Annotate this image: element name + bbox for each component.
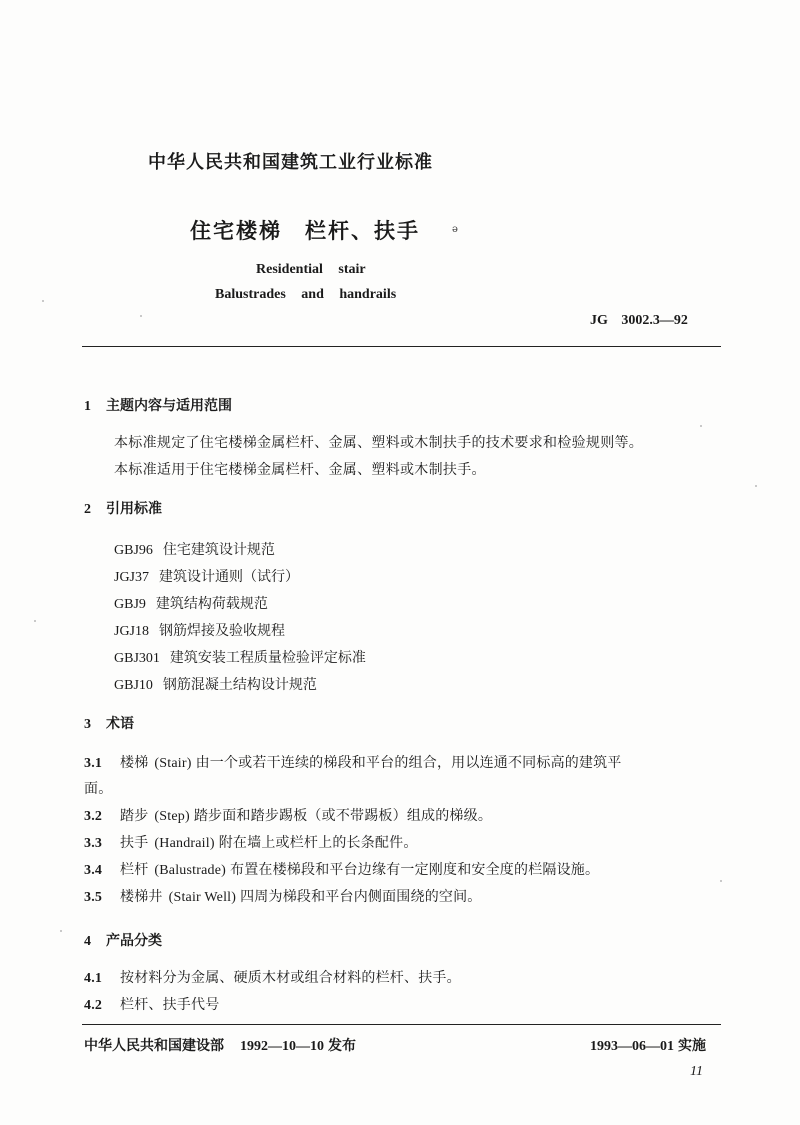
scan-speck [755, 485, 757, 487]
section-number: 1 [84, 399, 91, 414]
term-name: 楼梯 [120, 755, 149, 771]
term-item [84, 859, 599, 879]
reference-item [114, 647, 366, 667]
item-text: 按材料分为金属、硬质木材或组合材料的栏杆、扶手。 [120, 970, 461, 986]
section-2-heading [84, 498, 162, 518]
reference-code: JGJ18 [114, 624, 150, 639]
reference-item [114, 566, 299, 586]
footer-divider [82, 1024, 721, 1025]
term-item [84, 832, 418, 852]
reference-name: 建筑安装工程质量检验评定标准 [169, 650, 366, 666]
term-name: 扶手 [120, 835, 149, 851]
section-title: 主题内容与适用范围 [106, 398, 232, 414]
section-1-paragraph-1: 本标准规定了住宅楼梯金属栏杆、金属、塑料或木制扶手的技术要求和检验规则等。 [114, 435, 644, 451]
term-name: 楼梯井 [120, 889, 163, 905]
term-number: 3.5 [84, 890, 103, 905]
header-divider [82, 346, 721, 347]
classification-item [84, 994, 219, 1014]
scan-speck [720, 880, 722, 882]
industry-standard-title: 中华人民共和国建筑工业行业标准 [148, 152, 433, 173]
term-number: 3.1 [84, 756, 103, 771]
issue-date: 1992—10—10 [240, 1039, 324, 1054]
reference-code: GBJ301 [114, 651, 160, 666]
term-english: (Handrail) [154, 836, 215, 851]
reference-name: 钢筋焊接及验收规程 [159, 623, 286, 639]
effective-label: 实施 [678, 1038, 706, 1054]
standard-code: JG 3002.3—92 [590, 313, 688, 328]
term-definition: 附在墙上或栏杆上的长条配件。 [218, 835, 418, 851]
page-number: 11 [690, 1064, 703, 1079]
reference-name: 建筑设计通则（试行） [159, 569, 300, 585]
term-definition-continued: 面。 [84, 781, 113, 797]
english-title-line-1: Residential stair [256, 262, 366, 277]
term-english: (Step) [154, 809, 190, 824]
effective-info [590, 1035, 706, 1055]
document-title: 住宅楼梯 栏杆、扶手 [190, 219, 420, 243]
reference-item [114, 539, 275, 559]
section-number: 4 [84, 934, 91, 949]
section-title: 术语 [106, 716, 134, 732]
section-4-heading [84, 930, 162, 950]
reference-code: GBJ96 [114, 543, 153, 558]
issuer-name: 中华人民共和国建设部 [84, 1038, 224, 1054]
item-number: 4.1 [84, 971, 103, 986]
scan-speck [140, 315, 142, 317]
section-number: 3 [84, 717, 91, 732]
term-definition: 踏步面和踏步踢板（或不带踢板）组成的梯级。 [193, 808, 493, 824]
reference-item [114, 674, 317, 694]
reference-code: JGJ37 [114, 570, 150, 585]
term-item [84, 886, 482, 906]
section-number: 2 [84, 502, 91, 517]
title-scan-mark: ə [452, 224, 458, 235]
scan-speck [34, 620, 36, 622]
issue-info [84, 1035, 356, 1055]
term-number: 3.3 [84, 836, 103, 851]
reference-item [114, 593, 268, 613]
section-1-heading [84, 395, 232, 415]
term-definition: 布置在楼梯段和平台边缘有一定刚度和安全度的栏隔设施。 [230, 862, 600, 878]
term-name: 踏步 [120, 808, 149, 824]
term-english: (Stair) [154, 756, 192, 771]
classification-item [84, 967, 461, 987]
term-english: (Balustrade) [154, 863, 226, 878]
scan-speck [700, 425, 702, 427]
term-definition: 四周为梯段和平台内侧面围绕的空间。 [240, 889, 482, 905]
scan-speck [42, 300, 44, 302]
term-item [84, 752, 622, 772]
reference-code: GBJ9 [114, 597, 146, 612]
scan-speck [60, 930, 62, 932]
term-english: (Stair Well) [168, 890, 237, 905]
item-number: 4.2 [84, 998, 103, 1013]
reference-name: 建筑结构荷载规范 [155, 596, 268, 612]
reference-name: 住宅建筑设计规范 [162, 542, 275, 558]
english-title-line-2: Balustrades and handrails [215, 287, 397, 302]
section-3-heading [84, 713, 134, 733]
section-title: 产品分类 [106, 933, 162, 949]
term-item [84, 805, 492, 825]
reference-item [114, 620, 285, 640]
term-definition: 由一个或若干连续的梯段和平台的组合，用以连通不同标高的建筑平 [195, 755, 622, 771]
section-title: 引用标准 [106, 501, 162, 517]
issue-label: 发布 [328, 1038, 356, 1054]
effective-date: 1993—06—01 [590, 1039, 674, 1054]
reference-name: 钢筋混凝土结构设计规范 [162, 677, 317, 693]
reference-code: GBJ10 [114, 678, 153, 693]
term-name: 栏杆 [120, 862, 149, 878]
term-number: 3.2 [84, 809, 103, 824]
term-number: 3.4 [84, 863, 103, 878]
item-text: 栏杆、扶手代号 [120, 997, 220, 1013]
section-1-paragraph-2: 本标准适用于住宅楼梯金属栏杆、金属、塑料或木制扶手。 [114, 462, 486, 478]
